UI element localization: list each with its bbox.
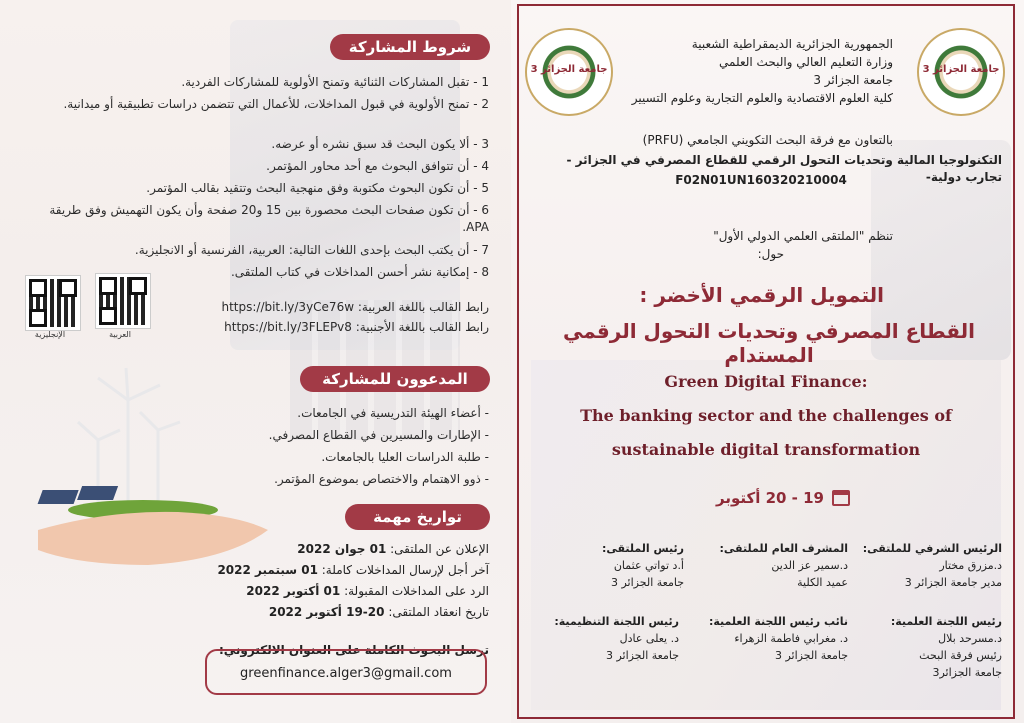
template-arabic-label: رابط القالب باللغة العربية:	[357, 300, 489, 314]
role-title: المشرف العام للملتقى:	[719, 542, 848, 555]
event-date: 19 - 20 أكتوبر	[716, 489, 824, 507]
role-title: نائب رئيس اللجنة العلمية:	[708, 615, 848, 628]
role-block	[539, 613, 679, 664]
organizes-line: تنظم "الملتقى العلمي الدولي الأول"	[713, 229, 893, 243]
condition-item: 8 - إمكانية نشر أحسن المداخلات في كتاب الملتقى.	[230, 265, 489, 279]
role-block	[698, 540, 848, 591]
title-arabic-line2: القطاع المصرفي وتحديات التحول الرقمي المستدام	[563, 319, 975, 367]
invited-item: - الإطارات والمسيرين في القطاع المصرفي.	[268, 428, 489, 442]
invited-item: - ذوو الاهتمام والاختصاص بموضوع المؤتمر.	[274, 472, 489, 486]
template-english-label: رابط القالب باللغة الأجنبية:	[355, 320, 489, 334]
date-value: 01 جوان 2022	[297, 542, 387, 556]
date-value: 01 سبتمبر 2022	[217, 563, 318, 577]
role-name: د. مغرابي فاطمة الزهراء	[734, 632, 848, 645]
date-value: 01 أكتوبر 2022	[246, 584, 341, 598]
condition-item: 3 - ألا يكون البحث قد سبق نشره أو عرضه.	[271, 137, 489, 151]
role-block	[852, 613, 1002, 681]
role-title: رئيس الملتقى:	[601, 542, 684, 555]
conditions-title: شروط المشاركة	[330, 34, 490, 60]
role-title: رئيس اللجنة العلمية:	[890, 615, 1002, 628]
date-row	[189, 563, 489, 577]
condition-item: 7 - أن يكتب البحث بإحدى اللغات التالية: العربية، الفرنسية أو الانجليزية.	[134, 243, 489, 257]
role-affiliation: جامعة الجزائر 3	[605, 649, 679, 662]
condition-item: 5 - أن تكون البحوث مكتوبة وفق منهجية البحث وتتقيد بقالب المؤتمر.	[146, 181, 489, 195]
condition-item: 4 - أن تتوافق البحوث مع أحد محاور المؤتمر.	[266, 159, 489, 173]
invited-item: - أعضاء الهيئة التدريسية في الجامعات.	[297, 406, 489, 420]
date-row	[189, 584, 489, 598]
date-label: الإعلان عن الملتقى:	[390, 542, 489, 556]
role-block	[544, 540, 684, 591]
project-line: التكنولوجيا المالية وتحديات التحول الرقمي للقطاع المصرفي في الجزائر - تجارب دولية-	[566, 153, 1002, 184]
date-value: 20-19 أكتوبر 2022	[268, 605, 385, 619]
calendar-icon	[832, 490, 850, 506]
header-faculty: كلية العلوم الاقتصادية والعلوم التجارية وعلوم التسيير	[631, 91, 893, 105]
collab-line: بالتعاون مع فرقة البحث التكويني الجامعي (PRFU)	[642, 133, 893, 147]
right-page	[511, 0, 1024, 723]
role-affiliation: جامعة الجزائر3	[932, 666, 1002, 679]
date-label: آخر أجل لإرسال المداخلات كاملة:	[321, 563, 489, 577]
role-affiliation: جامعة الجزائر 3	[610, 576, 684, 589]
role-affiliation: جامعة الجزائر 3	[774, 649, 848, 662]
about-line: حول:	[757, 247, 784, 261]
template-english-row	[169, 320, 489, 334]
university-logo-right: جامعة الجزائر 3	[917, 28, 1005, 116]
role-name: د. يعلى عادل	[619, 632, 679, 645]
role-block	[852, 540, 1002, 591]
title-english-line1: Green Digital Finance:	[664, 372, 868, 391]
condition-item: 6 - أن تكون صفحات البحث محصورة بين 15 و20 صفحة وأن يكون التهميش وفق طريقة APA.	[49, 203, 489, 234]
role-title: الرئيس الشرفي للملتقى:	[862, 542, 1002, 555]
date-label: تاريخ انعقاد الملتقى:	[388, 605, 489, 619]
date-row	[189, 542, 489, 556]
qr-label-arabic: العربية	[109, 330, 131, 339]
title-english-line2: The banking sector and the challenges of	[580, 406, 952, 425]
template-arabic-link[interactable]: https://bit.ly/3yCe76w	[221, 300, 355, 314]
invited-title: المدعوون للمشاركة	[300, 366, 490, 392]
condition-item: 1 - تقبل المشاركات الثنائية وتمنح الأولوية للمشاركات الفردية.	[181, 75, 489, 89]
role-name: د.مسرحد بلال	[938, 632, 1002, 645]
left-page	[0, 0, 511, 723]
qr-label-english: الإنجليزية	[34, 330, 66, 339]
header-republic: الجمهورية الجزائرية الديمقراطية الشعبية	[691, 37, 893, 51]
qr-code-arabic	[96, 274, 150, 328]
qr-code-english	[26, 276, 80, 330]
send-label: ترسل البحوث الكاملة على العنوان الالكتروني:	[218, 643, 489, 657]
email-link[interactable]: greenfinance.alger3@gmail.com	[240, 666, 452, 681]
template-english-link[interactable]: https://bit.ly/3FLEPv8	[224, 320, 352, 334]
dates-title: تواريخ مهمة	[345, 504, 490, 530]
project-code: F02N01UN160320210004	[675, 173, 847, 187]
role-affiliation: عميد الكلية	[797, 576, 848, 589]
role-name: د.مزرق مختار	[939, 559, 1002, 572]
university-logo-left: جامعة الجزائر 3	[525, 28, 613, 116]
role-name: أ.د تواتي عثمان	[613, 559, 684, 572]
invited-item: - طلبة الدراسات العليا بالجامعات.	[321, 450, 489, 464]
date-label: الرد على المداخلات المقبولة:	[344, 584, 489, 598]
role-block	[688, 613, 848, 664]
date-row	[189, 605, 489, 619]
header-ministry: وزارة التعليم العالي والبحث العلمي	[719, 55, 893, 69]
role-affiliation: مدير جامعة الجزائر 3	[904, 576, 1002, 589]
role-title: رئيس اللجنة التنظيمية:	[554, 615, 679, 628]
role-name: د.سمير عز الدين	[771, 559, 848, 572]
template-arabic-row	[169, 300, 489, 314]
title-arabic-line1: التمويل الرقمي الأخضر :	[639, 283, 884, 307]
condition-item: 2 - تمنح الأولوية في قبول المداخلات، للأعمال التي تتضمن دراسات تطبيقية أو ميدانية.	[63, 97, 489, 111]
role-affiliation: رئيس فرقة البحث	[919, 649, 1002, 662]
header-university: جامعة الجزائر 3	[813, 73, 893, 87]
title-english-line3: sustainable digital transformation	[611, 440, 921, 459]
